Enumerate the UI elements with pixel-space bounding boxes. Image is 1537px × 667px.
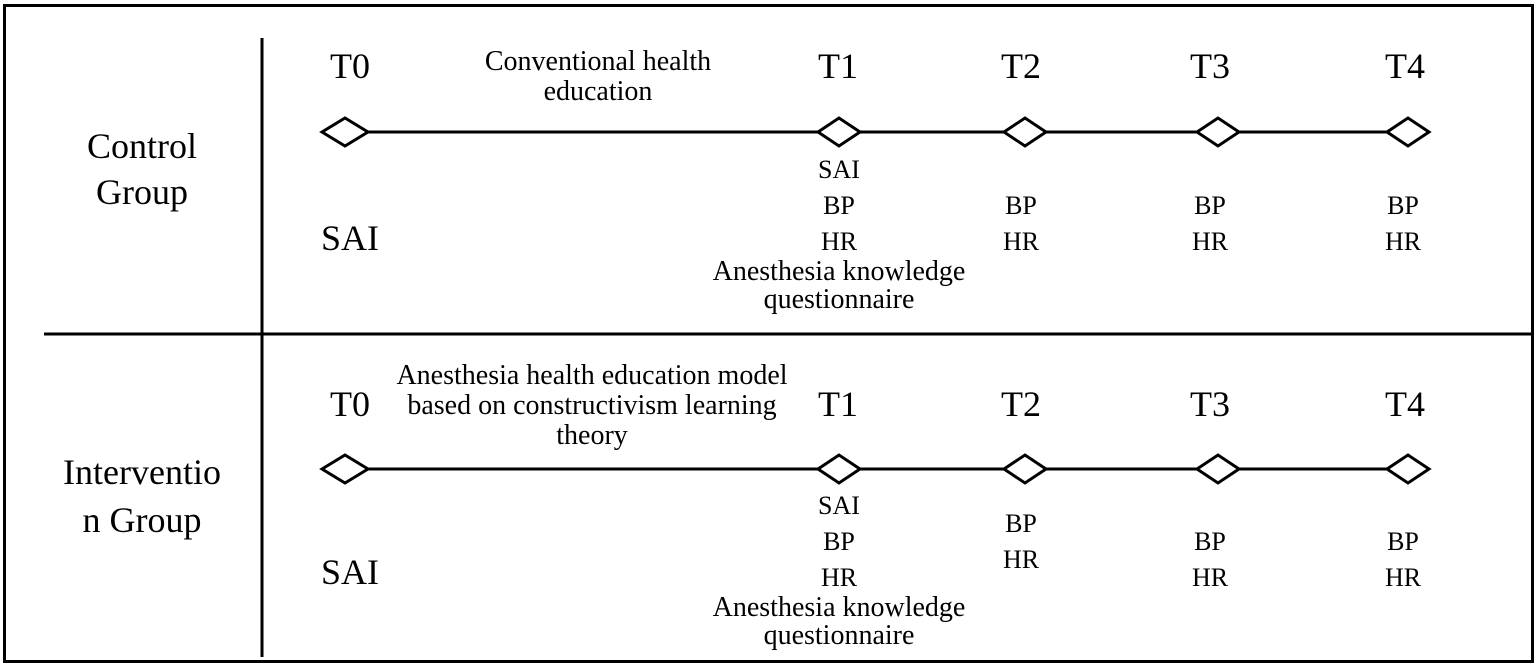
questionnaire-label-line-2: questionnaire [763, 284, 915, 315]
timepoint-t1: T1 [818, 46, 858, 86]
intervention-label-line-2: based on constructivism learning [407, 390, 777, 421]
t2-measure: BP [1005, 191, 1037, 220]
intervention-label-line-3: theory [556, 420, 628, 451]
control-group [87, 46, 1429, 315]
timepoint-marker-t4 [1387, 118, 1429, 146]
timepoint-marker-t4 [1387, 455, 1429, 483]
timepoint-marker-t3 [1197, 455, 1239, 483]
intervention-group-label-line-2: n Group [82, 500, 202, 540]
timepoint-t2: T2 [1001, 384, 1041, 424]
timepoint-t3: T3 [1190, 46, 1230, 86]
t0-measure: SAI [320, 552, 380, 592]
control-group-label-line-2: Group [96, 172, 188, 212]
questionnaire-label-line-2: questionnaire [763, 620, 915, 651]
t2-measure: BP [1005, 509, 1037, 538]
timepoint-t0: T0 [330, 46, 370, 86]
t1-measure: BP [823, 191, 855, 220]
t4-measure: BP [1387, 527, 1419, 556]
control-group-label-line-1: Control [86, 126, 198, 166]
timepoint-marker-t3 [1197, 118, 1239, 146]
t0-measure: SAI [320, 218, 380, 258]
timepoint-t2: T2 [1001, 46, 1041, 86]
timepoint-t4: T4 [1385, 384, 1425, 424]
timepoint-marker-t1 [818, 455, 860, 483]
t2-measure: HR [1002, 227, 1040, 256]
intervention-group-label-line-1: Interventio [63, 452, 221, 492]
t4-measure: HR [1384, 563, 1422, 592]
timepoint-marker-t1 [818, 118, 860, 146]
t1-measure: HR [820, 563, 858, 592]
t1-measure: SAI [818, 491, 860, 520]
t3-measure: BP [1194, 527, 1226, 556]
intervention-group [63, 360, 1429, 651]
timepoint-t3: T3 [1190, 384, 1230, 424]
questionnaire-label-line-1: Anesthesia knowledge [712, 592, 966, 623]
t1-measure: HR [820, 227, 858, 256]
intervention-label-line-1: Anesthesia health education model [396, 360, 788, 391]
t1-measure: BP [823, 527, 855, 556]
t4-measure: BP [1387, 191, 1419, 220]
intervention-label-line-1: Conventional health [484, 46, 712, 77]
questionnaire-label-line-1: Anesthesia knowledge [712, 256, 966, 287]
intervention-label-line-2: education [543, 76, 653, 107]
timepoint-t1: T1 [818, 384, 858, 424]
t4-measure: HR [1384, 227, 1422, 256]
t3-measure: HR [1191, 227, 1229, 256]
timepoint-marker-t2 [1004, 118, 1046, 146]
timepoint-marker-t2 [1004, 455, 1046, 483]
t2-measure: HR [1002, 545, 1040, 574]
timepoint-marker-t0 [322, 118, 368, 146]
t1-measure: SAI [818, 155, 860, 184]
timepoint-t0: T0 [330, 384, 370, 424]
timepoint-t4: T4 [1385, 46, 1425, 86]
t3-measure: BP [1194, 191, 1226, 220]
timepoint-marker-t0 [322, 455, 368, 483]
t3-measure: HR [1191, 563, 1229, 592]
